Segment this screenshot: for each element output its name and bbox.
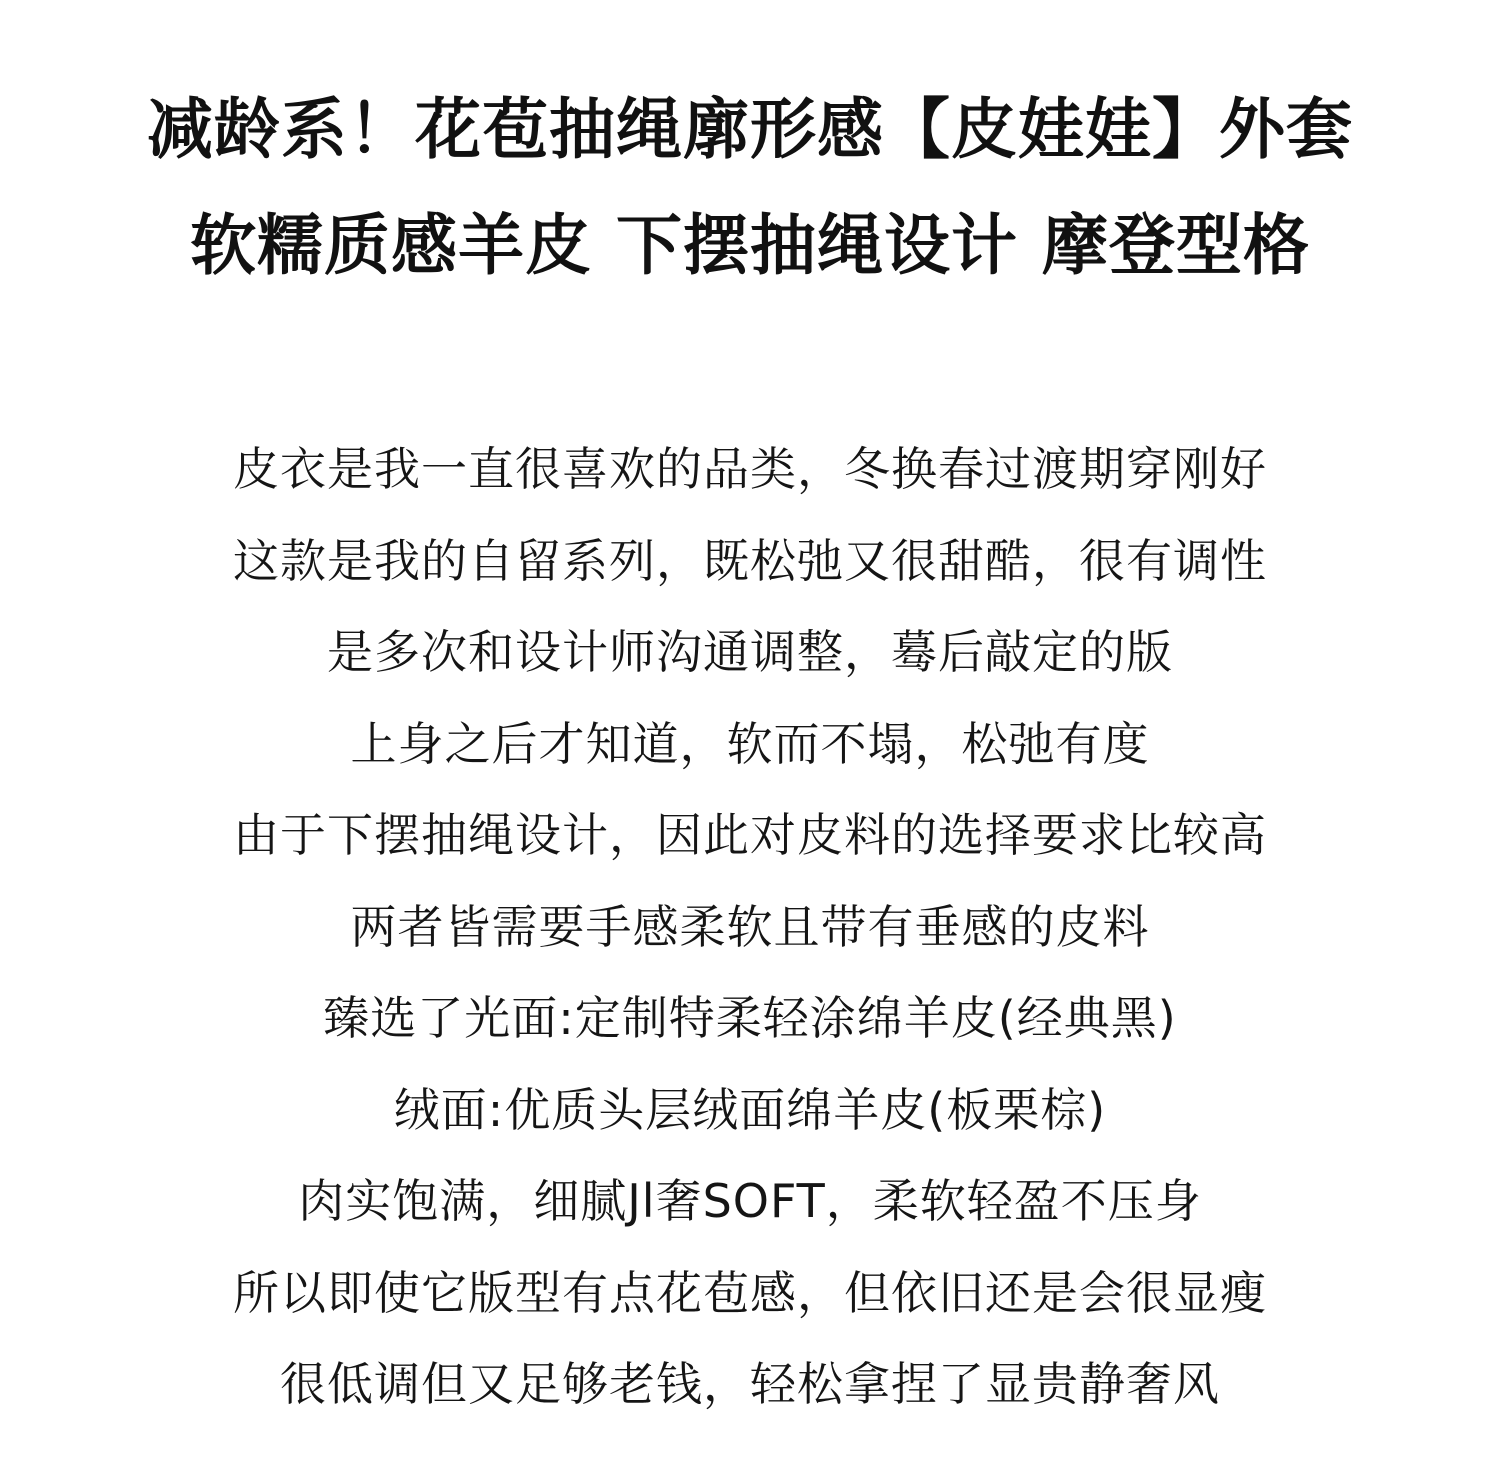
- body-line-11: 很低调但又足够老钱，轻松拿捏了显贵静奢风: [280, 1357, 1220, 1411]
- body-line-7: 臻选了光面:定制特柔轻涂绵羊皮(经典黑): [323, 991, 1177, 1045]
- body-line-10: 所以即使它版型有点花苞感，但依旧还是会很显瘦: [233, 1265, 1267, 1320]
- headline-line-1: 减龄系！花苞抽绳廓形感【皮娃娃】外套: [147, 91, 1353, 168]
- body-line-9: 肉实饱满，细腻Jl奢SOFT，柔软轻盈不压身: [298, 1174, 1202, 1228]
- body-line-6: 两者皆需要手感柔软且带有垂感的皮料: [350, 899, 1150, 954]
- body-line-5: 由于下摆抽绳设计，因此对皮料的选择要求比较高: [233, 808, 1267, 862]
- body-line-8: 绒面:优质头层绒面绵羊皮(板栗棕): [393, 1082, 1107, 1137]
- body-copy: [0, 424, 1500, 1431]
- body-line-2: 这款是我的自留系列，既松弛又很甜酷，很有调性: [233, 533, 1267, 588]
- body-line-1: 皮衣是我一直很喜欢的品类，冬换春过渡期穿刚好: [233, 442, 1267, 496]
- body-line-3: 是多次和设计师沟通调整，蓦后敲定的版: [327, 625, 1173, 679]
- headline-line-2: 软糯质感羊皮 下摆抽绳设计 摩登型格: [190, 207, 1310, 284]
- body-line-4: 上身之后才知道，软而不塌，松弛有度: [350, 716, 1150, 771]
- headline: [0, 72, 1500, 304]
